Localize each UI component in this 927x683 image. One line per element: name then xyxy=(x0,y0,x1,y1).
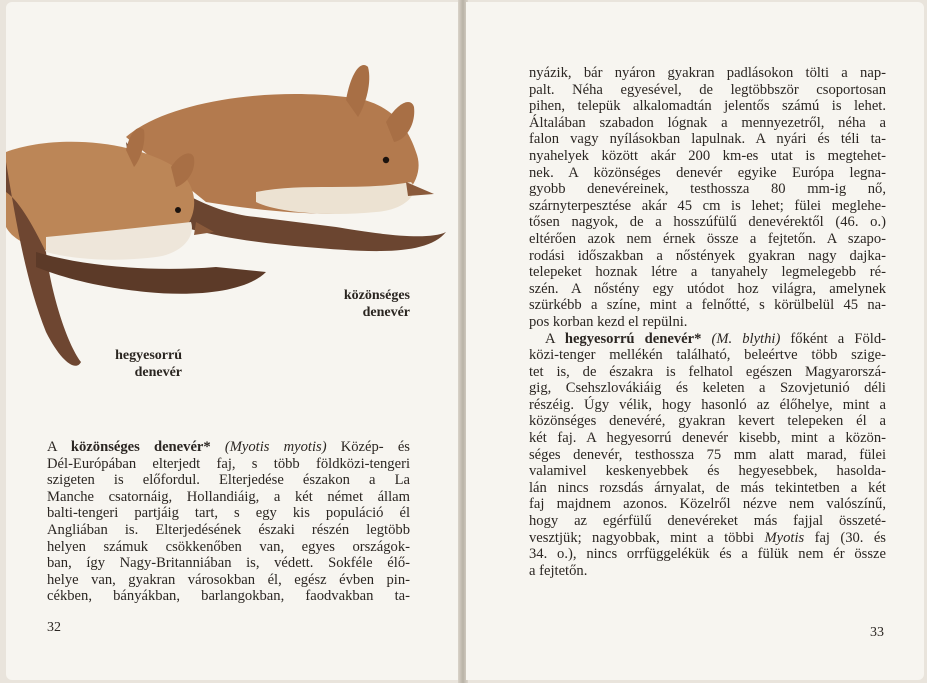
right-page xyxy=(466,2,924,680)
text-line: vesztjük; nagyobbak, mint a többi Myotis faj (30. és xyxy=(529,529,886,546)
page-number-left: 32 xyxy=(47,620,61,635)
text-line: pihen, telepük alkalomadtán jelentős számú is lehet. xyxy=(529,98,886,115)
caption-lesser-bat: hegyesorrú denevér xyxy=(115,348,182,380)
text-line: telepeket hoznak létre a tanyahely legmelegebb ré- xyxy=(529,264,886,281)
text-line: gig, Csehszlovákiáig és keleten a Szovjetunió déli xyxy=(529,380,886,397)
text-line: részéig. Úgy vélik, hogy hasonló az élőhelye, mint a xyxy=(529,396,886,413)
caption-common-bat: közönséges denevér xyxy=(343,288,410,320)
text-line: Dél-Európában elterjedt faj, s több földközi-tengeri xyxy=(47,455,410,472)
text-line: gyobb denevéreinek, testhossza 80 mm-ig nő, xyxy=(529,181,886,198)
text-line: szén. A nőstény egy utódot hoz világra, amelynek xyxy=(529,280,886,297)
text-line: szürkébb a színe, mint a felnőtté, s körülbelül 45 na- xyxy=(529,297,886,314)
text-line: faj majdnem azonos. Közelről nézve nem valószínű, xyxy=(529,496,886,513)
text-line: nyahelyek között akár 200 km-es utat is megtehet- xyxy=(529,147,886,164)
text-line: A közönséges denevér* (Myotis myotis) Közép- és xyxy=(47,439,410,455)
text-line: Általában szabadon lógnak a mennyezetről, néha a xyxy=(529,114,886,131)
text-line: 34. o.), nincs orrfüggelékük és a fülük nem ér össze xyxy=(529,546,886,563)
text-line: helyen számuk csökkenőben van, egyes országok- xyxy=(47,538,410,555)
text-line: valamivel keskenyebbek és hegyesebbek, hasolda- xyxy=(529,463,886,480)
text-line: két faj. A hegyesorrú denevér kisebb, mint a közön- xyxy=(529,430,886,447)
text-line: séges denevér, testhossza 75 mm alatt marad, fülei xyxy=(529,446,886,463)
text-line: eltérően azok nem érnek össze a fejtetőn. A szapo- xyxy=(529,230,886,247)
text-line: palt. Néha egyesével, de legtöbbször csoportosan xyxy=(529,81,886,98)
text-line: közönséges denevéré, gyakran kevert telepeken él a xyxy=(529,413,886,430)
text-line: nek. A közönséges denevér egyike Európa legna- xyxy=(529,164,886,181)
text-line: nyázik, bár nyáron gyakran padlásokon tölti a nap- xyxy=(529,65,886,81)
text-line: falon vagy nyílásokban lapulnak. A nyári és téli ta- xyxy=(529,131,886,148)
text-line: pos korban kezd el repülni. xyxy=(529,313,688,330)
text-line: ban, így Nagy-Britanniában is, védett. Sokféle élő- xyxy=(47,555,410,572)
bat-illustration xyxy=(6,42,446,372)
text-line: lán nincs rozsdás árnyalat, de más tekintetben a két xyxy=(529,479,886,496)
right-body-text xyxy=(529,65,886,579)
text-line: balti-tengeri partjáig tart, s egy kis populáció él xyxy=(47,505,410,522)
text-line: közi-tenger mellékén található, beleértve több szige- xyxy=(529,347,886,364)
text-line: szigeten is előfordul. Elterjedése északon a La xyxy=(47,472,410,489)
text-line: Angliában is. Elterjedésének északi részén legtöbb xyxy=(47,521,410,538)
text-line: cékben, bányákban, barlangokban, faodvakban ta- xyxy=(47,588,410,605)
text-line: helye van, gyakran városokban él, egész évben pin- xyxy=(47,571,410,588)
text-line: tősen nagyok, de a hosszúfülű denevérektől (46. o.) xyxy=(529,214,886,231)
text-line: rodási időszakban a nőstények gyakran nagy dajka- xyxy=(529,247,886,264)
left-page xyxy=(6,2,461,680)
text-line: A hegyesorrú denevér* (M. blythi) főként a Föld- xyxy=(545,330,886,347)
text-line: a fejtetőn. xyxy=(529,562,588,579)
text-line: Manche csatornáig, Hollandiáig, a két német állam xyxy=(47,488,410,505)
text-line: hogy az egérfülű denevéreket más fajjal összeté- xyxy=(529,513,886,530)
text-line: szárnyterpesztése akár 45 cm is lehet; fülei meglehe- xyxy=(529,197,886,214)
text-line: tet is, de északra is felhatol egészen Magyarorszá- xyxy=(529,363,886,380)
left-body-text xyxy=(47,439,410,605)
page-number-right: 33 xyxy=(870,625,884,640)
